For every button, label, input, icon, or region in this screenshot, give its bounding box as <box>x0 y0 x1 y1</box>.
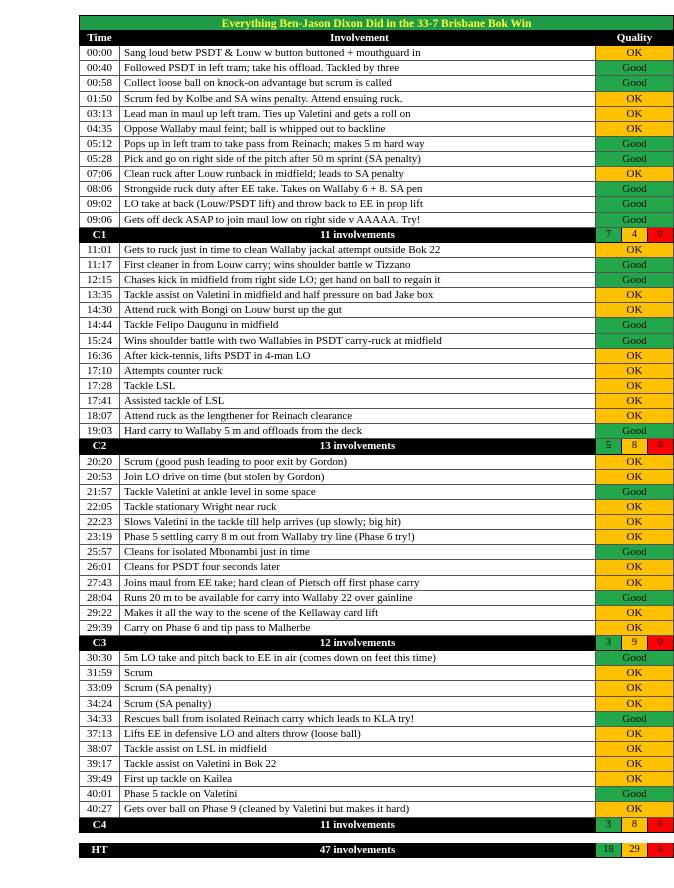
table-row <box>79 167 674 182</box>
table-row <box>79 560 674 575</box>
involvement-cell: Attend ruck with Bongi on Louw burst up the gut <box>120 303 596 317</box>
time-cell: 11:17 <box>79 258 120 272</box>
involvement-cell: Pops up in left tram to take pass from Reinach; makes 5 m hard way <box>120 137 596 151</box>
involvement-cell: Slows Valetini in the tackle till help arrives (up slowly; big hit) <box>120 515 596 529</box>
time-cell: 00:00 <box>79 46 120 60</box>
quality-cell: OK <box>596 757 674 771</box>
table-row <box>79 545 674 560</box>
section-summary-row <box>79 228 674 243</box>
quality-cell: OK <box>596 107 674 121</box>
ok-count: 8 <box>622 818 648 832</box>
involvement-cell: Oppose Wallaby maul feint; ball is whipped out to backline <box>120 122 596 136</box>
involvement-cell: Wins shoulder battle with two Wallabies in PSDT carry-ruck at midfield <box>120 334 596 348</box>
time-cell: 19:03 <box>79 424 120 438</box>
involvement-cell: Clean ruck after Louw runback in midfield; leads to SA penalty <box>120 167 596 181</box>
time-cell: 30:30 <box>79 651 120 665</box>
section-label: C1 <box>79 228 120 242</box>
involvement-cell: Sang loud betw PSDT & Louw w button buttoned + mouthguard in <box>120 46 596 60</box>
quality-cell: Good <box>596 152 674 166</box>
time-cell: 09:02 <box>79 197 120 211</box>
time-cell: 03:13 <box>79 107 120 121</box>
time-cell: 16:36 <box>79 349 120 363</box>
table-row <box>79 137 674 152</box>
table-row <box>79 273 674 288</box>
ok-count: 29 <box>622 843 648 857</box>
section-label: HT <box>79 843 120 857</box>
quality-cell: OK <box>596 697 674 711</box>
time-cell: 15:24 <box>79 334 120 348</box>
involvement-cell: Scrum (SA penalty) <box>120 697 596 711</box>
table-row <box>79 334 674 349</box>
time-cell: 34:33 <box>79 712 120 726</box>
spacer <box>79 833 674 843</box>
involvement-cell: Tackle Valetini at ankle level in some space <box>120 485 596 499</box>
quality-cell: OK <box>596 742 674 756</box>
quality-tally <box>596 843 674 857</box>
quality-cell: OK <box>596 122 674 136</box>
section-summary-row <box>79 636 674 651</box>
table-row <box>79 727 674 742</box>
table-row <box>79 591 674 606</box>
table-row <box>79 485 674 500</box>
time-cell: 22:23 <box>79 515 120 529</box>
time-cell: 14:44 <box>79 318 120 332</box>
involvement-cell: After kick-tennis, lifts PSDT in 4-man LO <box>120 349 596 363</box>
quality-cell: OK <box>596 530 674 544</box>
time-cell: 17:10 <box>79 364 120 378</box>
quality-cell: OK <box>596 303 674 317</box>
involvement-cell: Hard carry to Wallaby 5 m and offloads from the deck <box>120 424 596 438</box>
good-count: 3 <box>596 636 622 650</box>
quality-cell: Good <box>596 545 674 559</box>
table-row <box>79 742 674 757</box>
time-cell: 07:06 <box>79 167 120 181</box>
time-cell: 09:06 <box>79 213 120 227</box>
involvement-cell: Tackle Felipo Daugunu in midfield <box>120 318 596 332</box>
quality-cell: Good <box>596 213 674 227</box>
time-cell: 39:49 <box>79 772 120 786</box>
time-cell: 08:06 <box>79 182 120 196</box>
time-cell: 17:41 <box>79 394 120 408</box>
section-summary: 11 involvements <box>120 228 596 242</box>
time-cell: 00:58 <box>79 76 120 90</box>
involvement-cell: Phase 5 settling carry 8 m out from Wallaby try line (Phase 6 try!) <box>120 530 596 544</box>
ok-count: 9 <box>622 636 648 650</box>
involvement-cell: Tackle LSL <box>120 379 596 393</box>
quality-cell: OK <box>596 455 674 469</box>
involvement-cell: Assisted tackle of LSL <box>120 394 596 408</box>
table-row <box>79 92 674 107</box>
table-row <box>79 122 674 137</box>
involvement-cell: Attempts counter ruck <box>120 364 596 378</box>
involvement-cell: Tackle assist on LSL in midfield <box>120 742 596 756</box>
table-row <box>79 349 674 364</box>
table-row <box>79 772 674 787</box>
table-row <box>79 500 674 515</box>
time-cell: 18:07 <box>79 409 120 423</box>
time-cell: 14:30 <box>79 303 120 317</box>
quality-cell: Good <box>596 76 674 90</box>
time-cell: 29:22 <box>79 606 120 620</box>
table-row <box>79 621 674 636</box>
quality-cell: OK <box>596 349 674 363</box>
quality-cell: Good <box>596 485 674 499</box>
involvement-cell: Gets to ruck just in time to clean Wallaby jackal attempt outside Bok 22 <box>120 243 596 257</box>
involvement-cell: Makes it all the way to the scene of the Kellaway card lift <box>120 606 596 620</box>
good-count: 18 <box>596 843 622 857</box>
quality-cell: OK <box>596 606 674 620</box>
table-row <box>79 46 674 61</box>
quality-cell: OK <box>596 621 674 635</box>
table-row <box>79 666 674 681</box>
time-cell: 00:40 <box>79 61 120 75</box>
table-row <box>79 697 674 712</box>
time-cell: 31:59 <box>79 666 120 680</box>
involvement-cell: Strongside ruck duty after EE take. Takes on Wallaby 6 + 8. SA pen <box>120 182 596 196</box>
time-cell: 39:17 <box>79 757 120 771</box>
quality-cell: OK <box>596 727 674 741</box>
involvement-table <box>79 15 674 858</box>
table-row <box>79 394 674 409</box>
table-row <box>79 182 674 197</box>
quality-cell: Good <box>596 61 674 75</box>
table-row <box>79 515 674 530</box>
table-row <box>79 681 674 696</box>
section-summary-row <box>79 439 674 454</box>
involvement-cell: Scrum <box>120 666 596 680</box>
quality-cell: Good <box>596 787 674 801</box>
bad-count: 0 <box>648 439 674 453</box>
involvement-cell: Followed PSDT in left tram; take his offload. Tackled by three <box>120 61 596 75</box>
section-summary: 13 involvements <box>120 439 596 453</box>
quality-cell: Good <box>596 182 674 196</box>
involvement-cell: Attend ruck as the lengthener for Reinach clearance <box>120 409 596 423</box>
table-row <box>79 787 674 802</box>
quality-cell: OK <box>596 772 674 786</box>
quality-cell: OK <box>596 394 674 408</box>
time-cell: 29:39 <box>79 621 120 635</box>
time-cell: 12:15 <box>79 273 120 287</box>
involvement-cell: Runs 20 m to be available for carry into Wallaby 22 over gainline <box>120 591 596 605</box>
time-cell: 26:01 <box>79 560 120 574</box>
quality-cell: OK <box>596 379 674 393</box>
quality-cell: OK <box>596 576 674 590</box>
section-label: C4 <box>79 818 120 832</box>
quality-cell: Good <box>596 712 674 726</box>
involvement-cell: Tackle assist on Valetini in Bok 22 <box>120 757 596 771</box>
quality-cell: OK <box>596 92 674 106</box>
table-row <box>79 576 674 591</box>
time-cell: 40:01 <box>79 787 120 801</box>
quality-cell: OK <box>596 500 674 514</box>
involvement-cell: Rescues ball from isolated Reinach carry which leads to KLA try! <box>120 712 596 726</box>
quality-cell: Good <box>596 273 674 287</box>
table-body <box>79 46 674 858</box>
table-row <box>79 107 674 122</box>
time-cell: 05:12 <box>79 137 120 151</box>
header-row <box>79 31 674 46</box>
involvement-cell: Phase 5 tackle on Valetini <box>120 787 596 801</box>
quality-cell: OK <box>596 560 674 574</box>
quality-header: Quality <box>596 31 674 45</box>
involvement-cell: Joins maul from EE take; hard clean of Pietsch off first phase carry <box>120 576 596 590</box>
time-cell: 27:43 <box>79 576 120 590</box>
quality-cell: Good <box>596 591 674 605</box>
quality-cell: OK <box>596 364 674 378</box>
time-cell: 05:28 <box>79 152 120 166</box>
quality-cell: Good <box>596 258 674 272</box>
table-row <box>79 409 674 424</box>
quality-cell: OK <box>596 681 674 695</box>
involvement-cell: Lead man in maul up left tram. Ties up Valetini and gets a roll on <box>120 107 596 121</box>
quality-cell: OK <box>596 409 674 423</box>
quality-tally <box>596 636 674 650</box>
table-row <box>79 243 674 258</box>
good-count: 5 <box>596 439 622 453</box>
involvement-header: Involvement <box>120 31 596 45</box>
bad-count: 0 <box>648 636 674 650</box>
time-cell: 28:04 <box>79 591 120 605</box>
good-count: 7 <box>596 228 622 242</box>
time-cell: 34:24 <box>79 697 120 711</box>
time-cell: 37:13 <box>79 727 120 741</box>
table-row <box>79 470 674 485</box>
involvement-cell: Gets off deck ASAP to join maul low on right side v AAAAA. Try! <box>120 213 596 227</box>
table-row <box>79 455 674 470</box>
quality-cell: OK <box>596 802 674 816</box>
time-cell: 22:05 <box>79 500 120 514</box>
time-cell: 20:53 <box>79 470 120 484</box>
table-row <box>79 318 674 333</box>
time-cell: 04:35 <box>79 122 120 136</box>
table-row <box>79 379 674 394</box>
table-row <box>79 712 674 727</box>
table-row <box>79 424 674 439</box>
table-row <box>79 303 674 318</box>
quality-cell: OK <box>596 470 674 484</box>
time-cell: 25:57 <box>79 545 120 559</box>
bad-count: 0 <box>648 228 674 242</box>
quality-cell: Good <box>596 334 674 348</box>
quality-cell: OK <box>596 666 674 680</box>
table-title: Everything Ben-Jason Dixon Did in the 33-7 Brisbane Bok Win <box>79 15 674 31</box>
time-cell: 20:20 <box>79 455 120 469</box>
time-cell: 11:01 <box>79 243 120 257</box>
quality-cell: OK <box>596 243 674 257</box>
time-cell: 01:50 <box>79 92 120 106</box>
involvement-cell: Tackle assist on Valetini in midfield and half pressure on bad Jake box <box>120 288 596 302</box>
table-row <box>79 288 674 303</box>
table-row <box>79 61 674 76</box>
section-summary: 12 involvements <box>120 636 596 650</box>
time-cell: 40:27 <box>79 802 120 816</box>
time-header: Time <box>79 31 120 45</box>
involvement-cell: Lifts EE in defensive LO and alters throw (loose ball) <box>120 727 596 741</box>
section-label: C2 <box>79 439 120 453</box>
table-row <box>79 530 674 545</box>
quality-cell: OK <box>596 515 674 529</box>
time-cell: 17:28 <box>79 379 120 393</box>
time-cell: 21:57 <box>79 485 120 499</box>
quality-cell: Good <box>596 424 674 438</box>
good-count: 3 <box>596 818 622 832</box>
table-row <box>79 757 674 772</box>
time-cell: 33:09 <box>79 681 120 695</box>
quality-tally <box>596 228 674 242</box>
involvement-cell: LO take at back (Louw/PSDT lift) and throw back to EE in prop lift <box>120 197 596 211</box>
involvement-cell: Pick and go on right side of the pitch after 50 m sprint (SA penalty) <box>120 152 596 166</box>
quality-cell: Good <box>596 197 674 211</box>
table-row <box>79 802 674 817</box>
involvement-cell: Join LO drive on time (but stolen by Gordon) <box>120 470 596 484</box>
involvement-cell: 5m LO take and pitch back to EE in air (comes down on feet this time) <box>120 651 596 665</box>
table-row <box>79 152 674 167</box>
quality-cell: OK <box>596 167 674 181</box>
section-summary: 47 involvements <box>120 843 596 857</box>
section-label: C3 <box>79 636 120 650</box>
involvement-cell: Carry on Phase 6 and tip pass to Malherbe <box>120 621 596 635</box>
quality-cell: OK <box>596 46 674 60</box>
involvement-cell: Tackle stationary Wright near ruck <box>120 500 596 514</box>
section-summary: 11 involvements <box>120 818 596 832</box>
time-cell: 38:07 <box>79 742 120 756</box>
table-row <box>79 606 674 621</box>
time-cell: 23:19 <box>79 530 120 544</box>
involvement-cell: First up tackle on Kailea <box>120 772 596 786</box>
involvement-cell: Scrum fed by Kolbe and SA wins penalty. Attend ensuing ruck. <box>120 92 596 106</box>
table-row <box>79 651 674 666</box>
table-row <box>79 364 674 379</box>
time-cell: 13:35 <box>79 288 120 302</box>
quality-tally <box>596 439 674 453</box>
involvement-cell: Cleans for isolated Mbonambi just in time <box>120 545 596 559</box>
involvement-cell: First cleaner in from Louw carry; wins shoulder battle w Tizzano <box>120 258 596 272</box>
table-row <box>79 258 674 273</box>
quality-cell: OK <box>596 288 674 302</box>
quality-tally <box>596 818 674 832</box>
quality-cell: Good <box>596 651 674 665</box>
table-row <box>79 213 674 228</box>
section-summary-row <box>79 818 674 833</box>
total-row <box>79 843 674 858</box>
table-row <box>79 197 674 212</box>
involvement-cell: Scrum (SA penalty) <box>120 681 596 695</box>
involvement-cell: Chases kick in midfield from right side LO; get hand on ball to regain it <box>120 273 596 287</box>
involvement-cell: Cleans for PSDT four seconds later <box>120 560 596 574</box>
quality-cell: Good <box>596 318 674 332</box>
involvement-cell: Scrum (good push leading to poor exit by Gordon) <box>120 455 596 469</box>
involvement-cell: Collect loose ball on knock-on advantage but scrum is called <box>120 76 596 90</box>
ok-count: 8 <box>622 439 648 453</box>
bad-count: 0 <box>648 818 674 832</box>
bad-count: 0 <box>648 843 674 857</box>
quality-cell: Good <box>596 137 674 151</box>
ok-count: 4 <box>622 228 648 242</box>
involvement-cell: Gets over ball on Phase 9 (cleaned by Valetini but makes it hard) <box>120 802 596 816</box>
table-row <box>79 76 674 91</box>
